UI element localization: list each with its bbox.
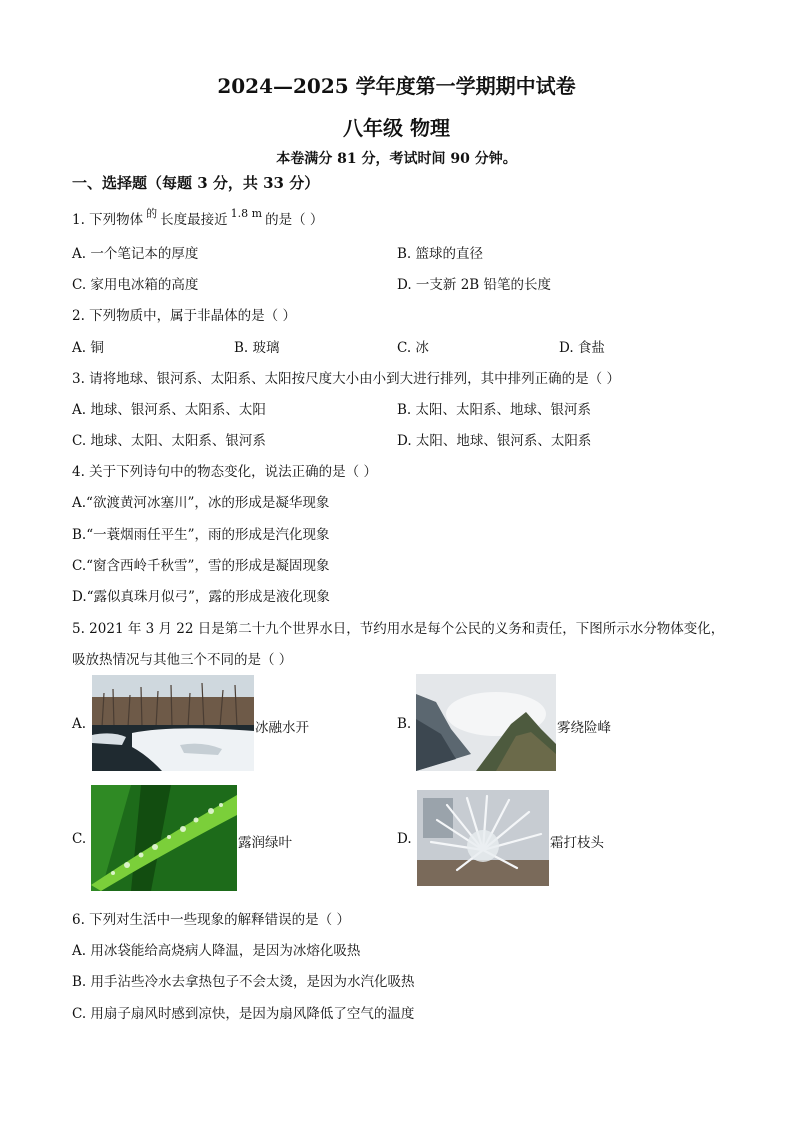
q5-option-c-caption: 露润绿叶 (238, 835, 292, 851)
q4-option-a: A.“欲渡黄河冰塞川”，冰的形成是凝华现象 (72, 495, 330, 511)
q5-option-b-label: B. (397, 716, 412, 732)
dew-leaf-photo (91, 785, 237, 891)
question-4: 4. 关于下列诗句中的物态变化，说法正确的是（ ） (72, 464, 377, 480)
q1-option-b: B. 篮球的直径 (397, 246, 484, 262)
q5-option-a-caption: 冰融水开 (255, 720, 309, 736)
q4-option-d: D.“露似真珠月似弓”，露的形成是液化现象 (72, 589, 330, 605)
q5-option-d-label: D. (397, 831, 412, 847)
q1-sup-de: 的 (146, 207, 158, 220)
exam-title: 2024—2025 学年度第一学期期中试卷 (217, 74, 576, 98)
q2-option-c: C. 冰 (397, 340, 429, 356)
question-5-line1: 5. 2021 年 3 月 22 日是第二十九个世界水日，节约用水是每个公民的义务和责任，下图所示水分物体变化， (72, 621, 725, 637)
ice-melting-photo (92, 675, 254, 771)
q5-option-d-caption: 霜打枝头 (550, 835, 604, 851)
question-1 (72, 208, 323, 228)
frost-branch-photo (417, 790, 549, 886)
q1-option-d: D. 一支新 2B 铅笔的长度 (397, 277, 552, 293)
q3-option-d: D. 太阳、地球、银河系、太阳系 (397, 433, 592, 449)
section-heading: 一、选择题（每题 3 分，共 33 分） (72, 174, 320, 192)
question-3: 3. 请将地球、银河系、太阳系、太阳按尺度大小由小到大进行排列，其中排列正确的是（ ） (72, 371, 620, 387)
q5-option-a-label: A. (72, 716, 87, 732)
q2-option-d: D. 食盐 (559, 340, 605, 356)
q3-option-c: C. 地球、太阳、太阳系、银河系 (72, 433, 266, 449)
q6-option-a: A. 用冰袋能给高烧病人降温，是因为冰熔化吸热 (72, 943, 361, 959)
exam-subtitle: 八年级 物理 (343, 116, 450, 140)
exam-note: 本卷满分 81 分，考试时间 90 分钟。 (276, 151, 517, 167)
q5-option-c-label: C. (72, 831, 87, 847)
fog-mountain-photo (416, 674, 556, 771)
q3-option-b: B. 太阳、太阳系、地球、银河系 (397, 402, 592, 418)
q4-option-b: B.“一蓑烟雨任平生”，雨的形成是汽化现象 (72, 527, 330, 543)
question-6: 6. 下列对生活中一些现象的解释错误的是（ ） (72, 912, 350, 928)
q4-option-c: C.“窗含西岭千秋雪”，雪的形成是凝固现象 (72, 558, 330, 574)
q1-text-pre: 1. 下列物体 (72, 212, 144, 228)
q1-option-a: A. 一个笔记本的厚度 (72, 246, 199, 262)
q2-option-b: B. 玻璃 (234, 340, 280, 356)
question-5-line2: 吸放热情况与其他三个不同的是（ ） (72, 652, 293, 668)
q6-option-b: B. 用手沾些冷水去拿热包子不会太烫，是因为水汽化吸热 (72, 974, 415, 990)
q5-option-b-caption: 雾绕险峰 (557, 720, 611, 736)
q1-option-c: C. 家用电冰箱的高度 (72, 277, 199, 293)
question-2: 2. 下列物质中，属于非晶体的是（ ） (72, 308, 296, 324)
q1-text-post: 的是（ ） (265, 212, 324, 228)
q1-text-mid: 长度最接近 (160, 212, 228, 228)
q2-option-a: A. 铜 (72, 340, 104, 356)
q6-option-c: C. 用扇子扇风时感到凉快，是因为扇风降低了空气的温度 (72, 1006, 415, 1022)
q1-sup-value: 1.8 m (230, 207, 263, 220)
q3-option-a: A. 地球、银河系、太阳系、太阳 (72, 402, 266, 418)
